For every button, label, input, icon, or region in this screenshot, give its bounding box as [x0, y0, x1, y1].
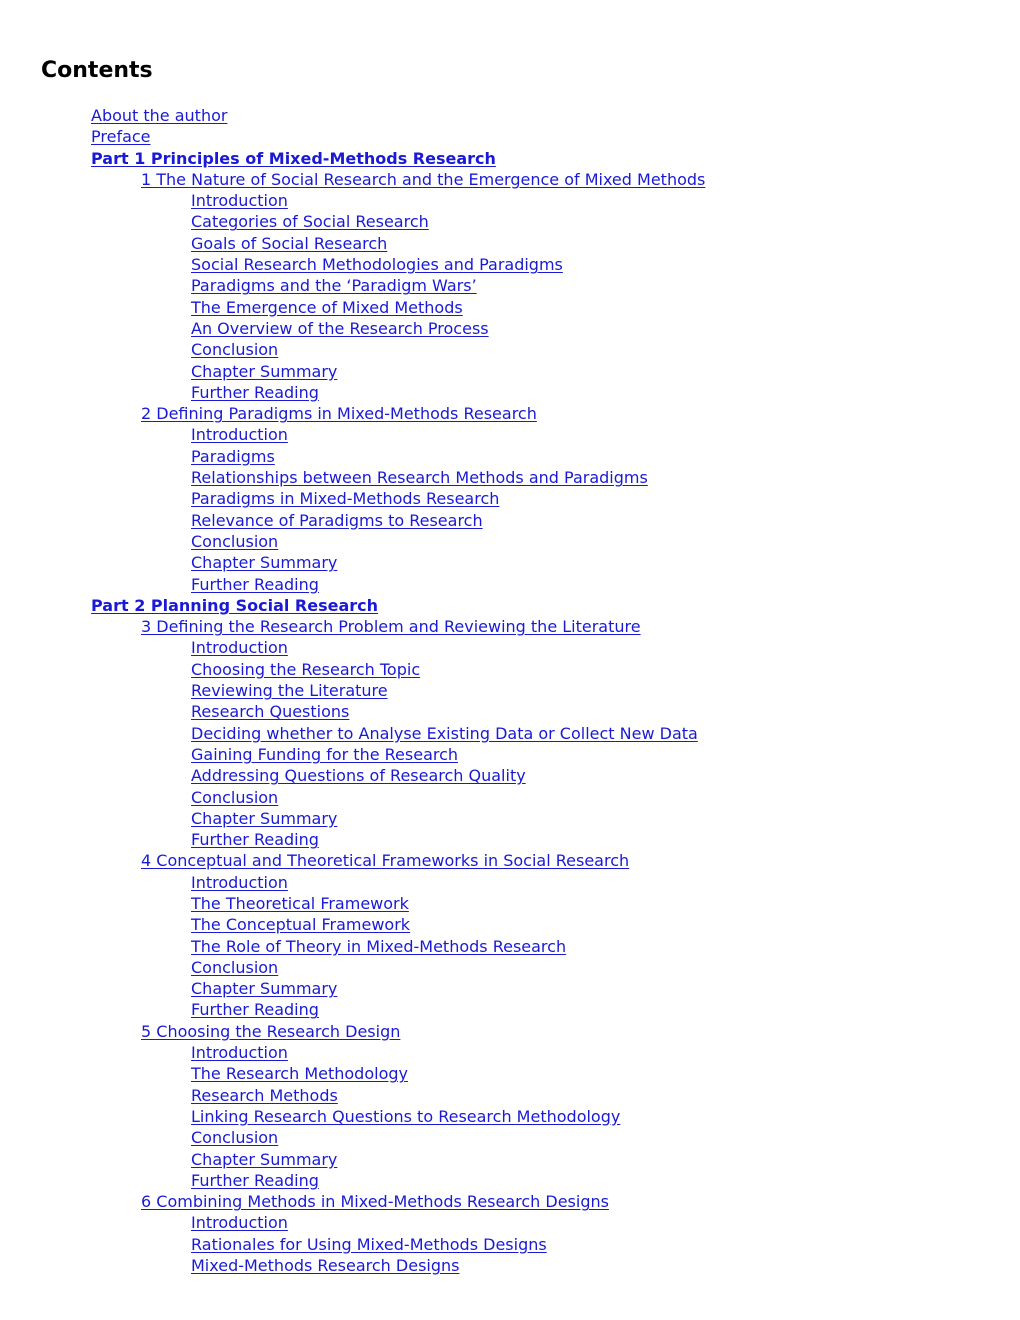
- toc-link-section[interactable]: Gaining Funding for the Research: [191, 744, 459, 764]
- toc-entry-section: [0, 1127, 705, 1148]
- toc-link-section[interactable]: Rationales for Using Mixed-Methods Designs: [191, 1234, 547, 1254]
- toc-link-section[interactable]: Paradigms and the ‘Paradigm Wars’: [191, 276, 477, 296]
- toc-entry-section: [0, 1085, 705, 1106]
- toc-link-section[interactable]: Chapter Summary: [191, 808, 338, 828]
- toc-entry-section: [0, 510, 705, 531]
- toc-entry-front: [0, 126, 705, 147]
- toc-entry-section: [0, 659, 705, 680]
- toc-entry-chapter: [0, 1191, 705, 1212]
- toc-entry-section: [0, 361, 705, 382]
- toc-link-section[interactable]: Choosing the Research Topic: [191, 659, 421, 679]
- toc-entry-part: [0, 148, 705, 169]
- toc-link-section[interactable]: The Emergence of Mixed Methods: [191, 297, 463, 317]
- toc-link-section[interactable]: Conclusion: [191, 957, 279, 977]
- toc-entry-section: [0, 893, 705, 914]
- toc-entry-section: [0, 829, 705, 850]
- toc-link-section[interactable]: Conclusion: [191, 787, 279, 807]
- toc-entry-section: [0, 978, 705, 999]
- toc-entry-section: [0, 254, 705, 275]
- toc-link-section[interactable]: Categories of Social Research: [191, 212, 429, 232]
- toc-entry-chapter: [0, 169, 705, 190]
- toc-link-section[interactable]: An Overview of the Research Process: [191, 318, 489, 338]
- toc-entry-section: [0, 936, 705, 957]
- toc-entry-section: [0, 275, 705, 296]
- toc-entry-section: [0, 488, 705, 509]
- toc-link-section[interactable]: The Conceptual Framework: [191, 915, 411, 935]
- toc-entry-section: [0, 872, 705, 893]
- toc-entry-section: [0, 233, 705, 254]
- toc-entry-section: [0, 787, 705, 808]
- toc-link-section[interactable]: Paradigms: [191, 446, 275, 466]
- toc-entry-section: [0, 297, 705, 318]
- toc-entry-section: [0, 190, 705, 211]
- toc-entry-section: [0, 574, 705, 595]
- toc-link-section[interactable]: Paradigms in Mixed-Methods Research: [191, 489, 500, 509]
- toc-link-section[interactable]: Relevance of Paradigms to Research: [191, 510, 483, 530]
- toc-entry-section: [0, 1212, 705, 1233]
- toc-link-section[interactable]: Further Reading: [191, 1000, 319, 1020]
- toc-entry-section: [0, 1170, 705, 1191]
- toc-link-section[interactable]: Chapter Summary: [191, 979, 338, 999]
- toc-entry-section: [0, 701, 705, 722]
- toc-entry-section: [0, 446, 705, 467]
- toc-entry-section: [0, 1106, 705, 1127]
- toc-entry-section: [0, 424, 705, 445]
- toc-entry-section: [0, 467, 705, 488]
- toc-link-chapter[interactable]: 6 Combining Methods in Mixed-Methods Research Designs: [141, 1192, 609, 1212]
- toc-link-chapter[interactable]: 5 Choosing the Research Design: [141, 1021, 401, 1041]
- toc-entry-section: [0, 1255, 705, 1276]
- toc-entry-section: [0, 744, 705, 765]
- toc-entry-section: [0, 339, 705, 360]
- toc-entry-section: [0, 1149, 705, 1170]
- toc-link-section[interactable]: Introduction: [191, 1043, 288, 1063]
- toc-link-section[interactable]: The Research Methodology: [191, 1064, 408, 1084]
- toc-entry-chapter: [0, 616, 705, 637]
- toc-link-section[interactable]: Chapter Summary: [191, 553, 338, 573]
- toc-entry-chapter: [0, 403, 705, 424]
- toc-entry-section: [0, 637, 705, 658]
- toc-link-section[interactable]: Research Questions: [191, 702, 350, 722]
- toc-link-section[interactable]: Chapter Summary: [191, 361, 338, 381]
- toc-entry-section: [0, 552, 705, 573]
- toc-link-section[interactable]: Addressing Questions of Research Quality: [191, 766, 526, 786]
- toc-link-section[interactable]: Research Methods: [191, 1085, 338, 1105]
- toc-link-section[interactable]: The Theoretical Framework: [191, 893, 409, 913]
- page-title: Contents: [41, 58, 153, 83]
- toc-link-section[interactable]: Social Research Methodologies and Paradigms: [191, 255, 563, 275]
- toc-entry-section: [0, 914, 705, 935]
- toc-link-chapter[interactable]: 2 Defining Paradigms in Mixed-Methods Research: [141, 404, 537, 424]
- toc-link-chapter[interactable]: 1 The Nature of Social Research and the Emergence of Mixed Methods: [141, 169, 706, 189]
- toc-entry-section: [0, 318, 705, 339]
- toc-link-section[interactable]: Further Reading: [191, 830, 319, 850]
- toc-link-section[interactable]: Relationships between Research Methods and Paradigms: [191, 468, 648, 488]
- toc-entry-section: [0, 723, 705, 744]
- toc-entry-section: [0, 957, 705, 978]
- toc-entry-section: [0, 680, 705, 701]
- toc-entry-section: [0, 1042, 705, 1063]
- toc-link-section[interactable]: Conclusion: [191, 1128, 279, 1148]
- toc-link-section[interactable]: Chapter Summary: [191, 1149, 338, 1169]
- toc-link-section[interactable]: Conclusion: [191, 340, 279, 360]
- toc-link-section[interactable]: Introduction: [191, 1213, 288, 1233]
- toc-link-part[interactable]: Part 2 Planning Social Research: [91, 595, 379, 615]
- toc-entry-section: [0, 1063, 705, 1084]
- toc-link-section[interactable]: Reviewing the Literature: [191, 681, 388, 701]
- toc-link-chapter[interactable]: 3 Defining the Research Problem and Reviewing the Literature: [141, 617, 641, 637]
- toc-link-section[interactable]: Introduction: [191, 191, 288, 211]
- toc-entry-section: [0, 1234, 705, 1255]
- toc-entry-section: [0, 999, 705, 1020]
- toc-link-section[interactable]: Linking Research Questions to Research Methodology: [191, 1106, 621, 1126]
- toc-link-section[interactable]: Introduction: [191, 638, 288, 658]
- toc-entry-section: [0, 211, 705, 232]
- toc-entry-chapter: [0, 1021, 705, 1042]
- toc-link-front[interactable]: About the author: [91, 106, 228, 125]
- toc-link-front[interactable]: Preface: [91, 127, 151, 147]
- toc-link-section[interactable]: Deciding whether to Analyse Existing Data or Collect New Data: [191, 723, 698, 743]
- toc-link-chapter[interactable]: 4 Conceptual and Theoretical Frameworks in Social Research: [141, 851, 630, 871]
- toc-entry-section: [0, 765, 705, 786]
- table-of-contents: [0, 105, 705, 1276]
- toc-link-section[interactable]: Mixed-Methods Research Designs: [191, 1256, 460, 1276]
- toc-entry-part: [0, 595, 705, 616]
- toc-link-section[interactable]: Further Reading: [191, 1170, 319, 1190]
- toc-link-section[interactable]: Conclusion: [191, 531, 279, 551]
- toc-link-section[interactable]: The Role of Theory in Mixed-Methods Research: [191, 936, 567, 956]
- toc-entry-section: [0, 531, 705, 552]
- toc-link-section[interactable]: Further Reading: [191, 574, 319, 594]
- toc-link-section[interactable]: Introduction: [191, 872, 288, 892]
- toc-link-section[interactable]: Goals of Social Research: [191, 233, 388, 253]
- toc-link-part[interactable]: Part 1 Principles of Mixed-Methods Research: [91, 148, 496, 168]
- toc-link-section[interactable]: Further Reading: [191, 382, 319, 402]
- toc-link-section[interactable]: Introduction: [191, 425, 288, 445]
- toc-entry-chapter: [0, 850, 705, 871]
- toc-entry-section: [0, 382, 705, 403]
- toc-entry-section: [0, 808, 705, 829]
- toc-entry-front: [0, 105, 705, 126]
